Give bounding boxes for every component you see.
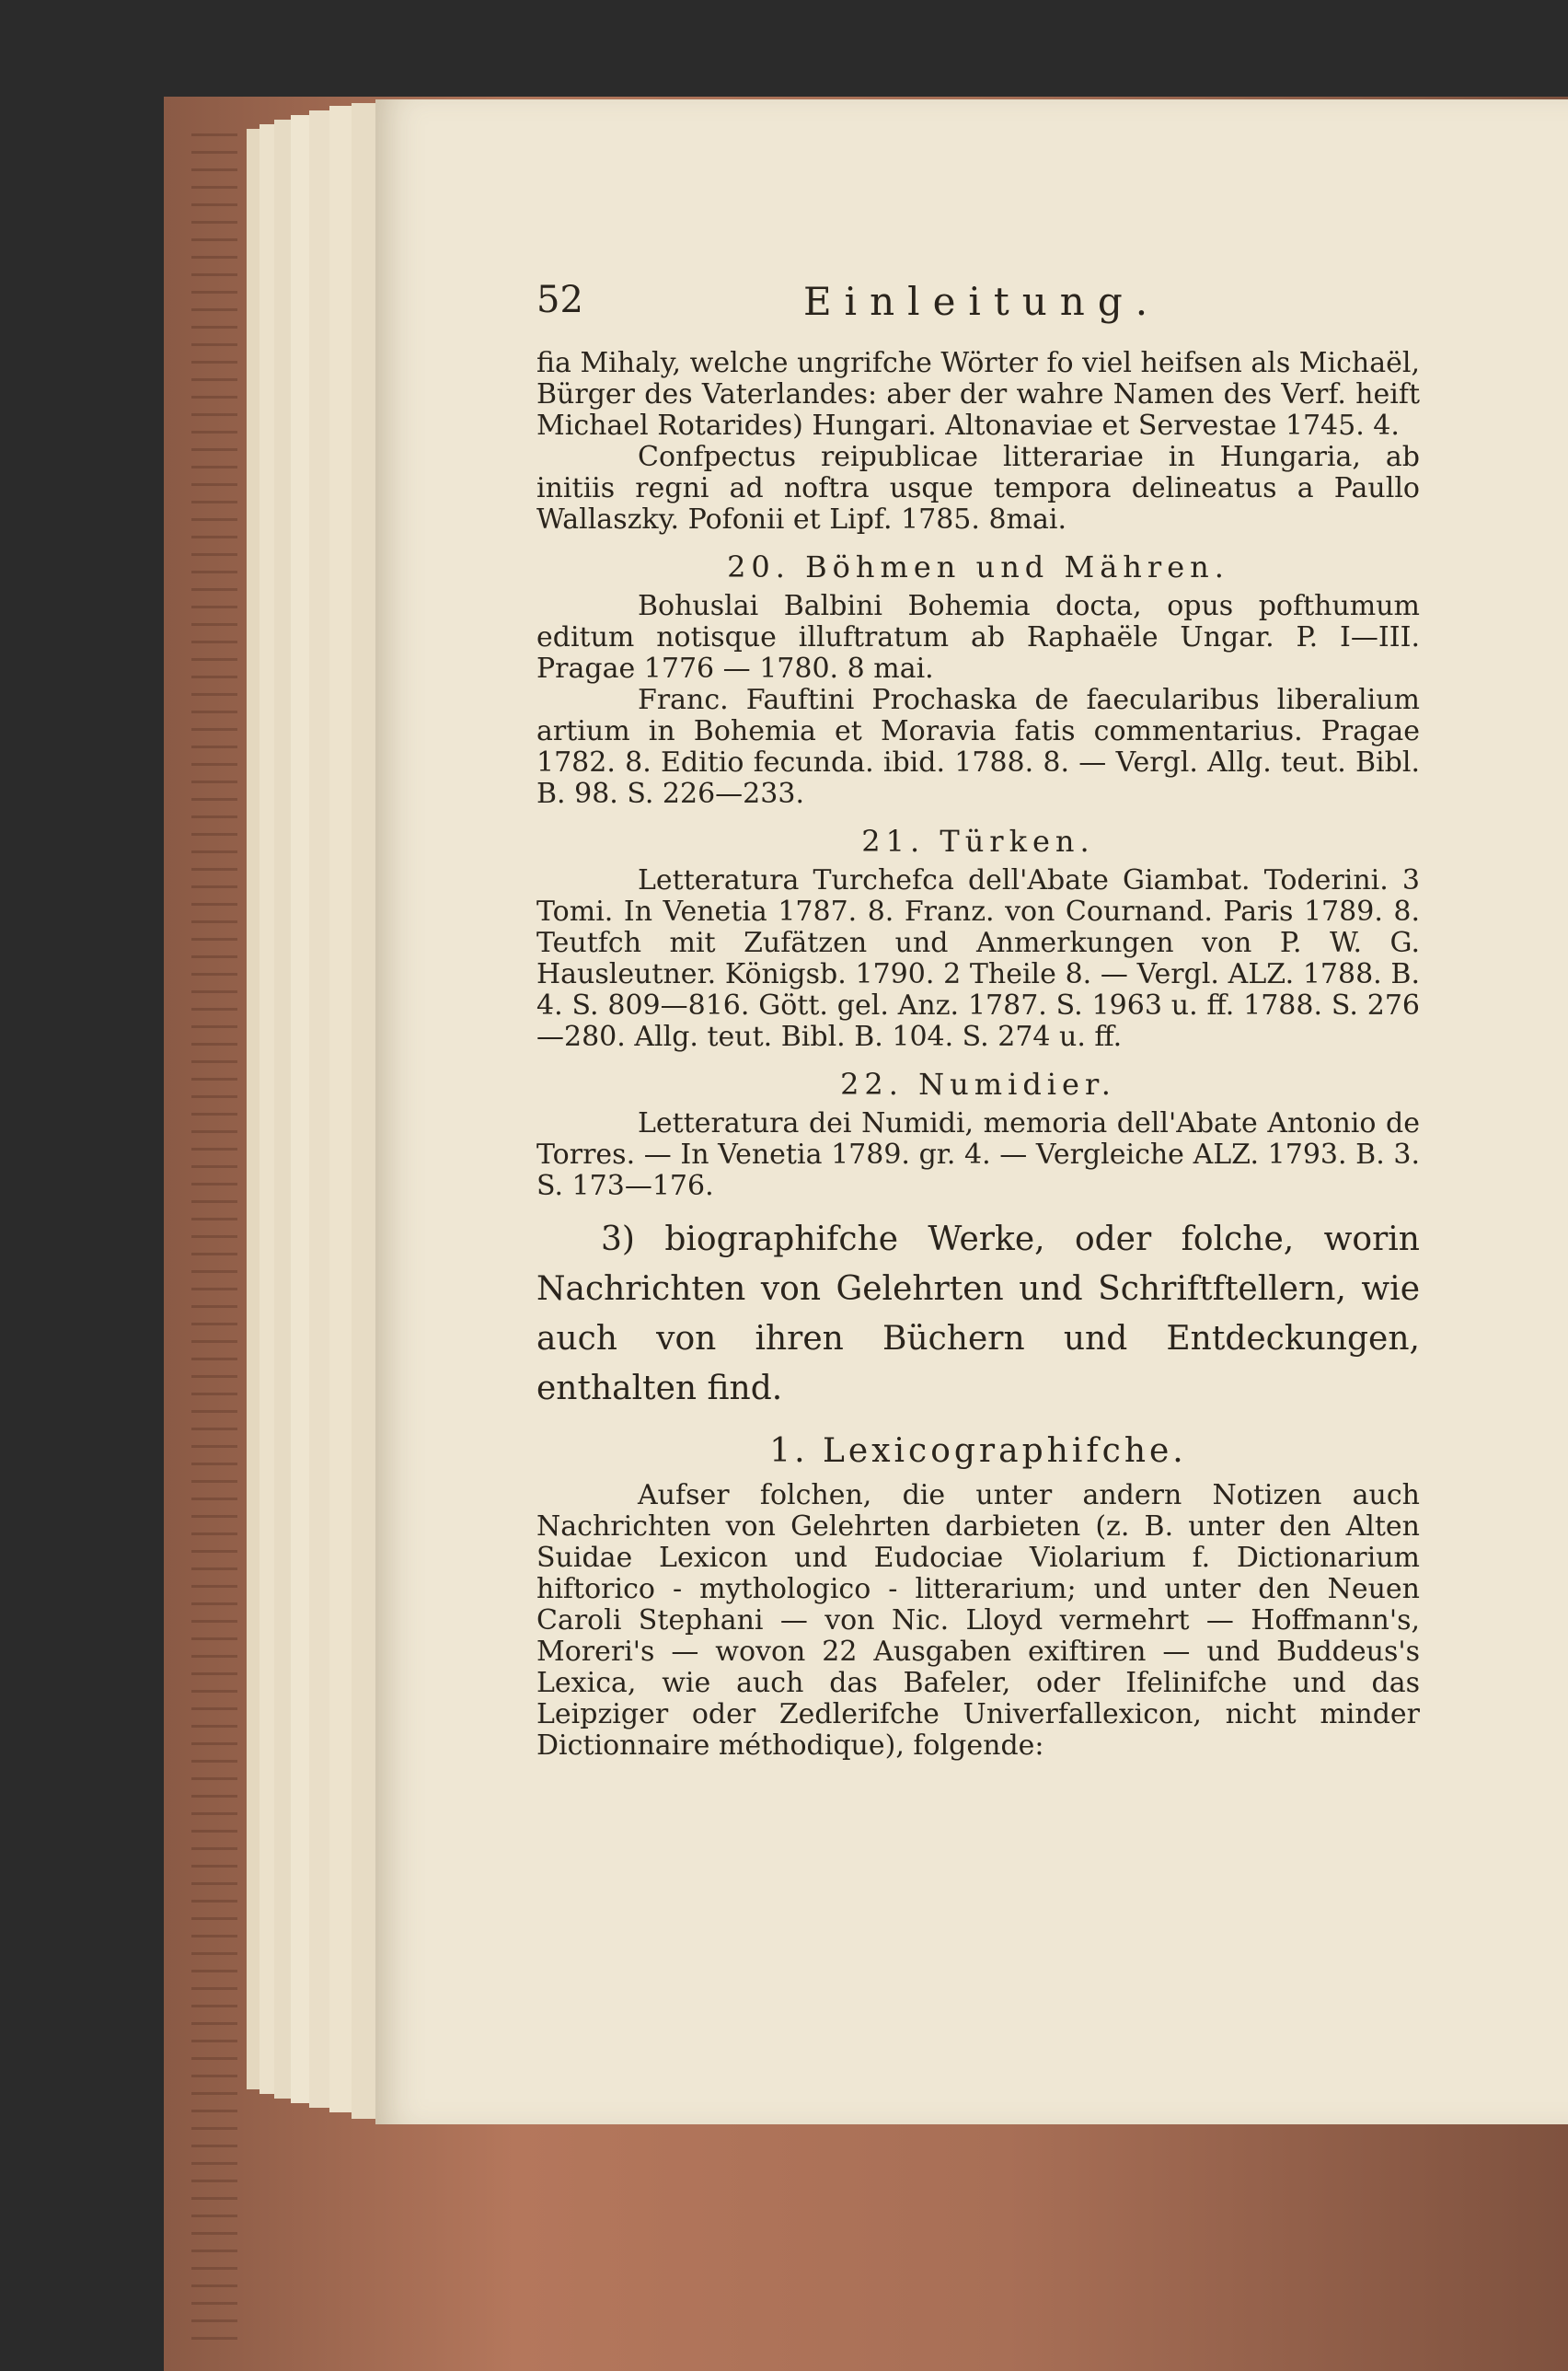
book-page xyxy=(375,99,1568,2124)
paragraph: Franc. Fauftini Prochaska de faecularibus liberalium artium in Bohemia et Moravia fatis commentarius. Pragae 1782. 8. Editio fecunda. ibid. 1788. 8. — Vergl. Allg. teut. Bibl. B. 98. S. 226—233. xyxy=(536,684,1420,810)
paragraph: Bohuslai Balbini Bohemia docta, opus pofthumum editum notisque illuftratum ab Raphaële Ungar. P. I—III. Pragae 1776 — 1780. 8 mai. xyxy=(536,590,1420,685)
paragraph: 3) biographifche Werke, oder folche, worin Nachrichten von Gelehrten und Schriftftellern, wie auch von ihren Büchern und Entdeckungen, enthalten find. xyxy=(536,1220,1420,1407)
section-heading: 22. Numidier. xyxy=(840,1067,1116,1102)
section-heading: 21. Türken. xyxy=(861,824,1095,859)
section-heading: 20. Böhmen und Mähren. xyxy=(727,549,1229,584)
page-edge xyxy=(329,106,352,2112)
section-heading: 1. Lexicographifche. xyxy=(769,1432,1187,1470)
page-edge xyxy=(291,115,310,2103)
page-body xyxy=(536,348,1420,1762)
page-edge xyxy=(259,124,275,2094)
page-edge xyxy=(247,129,260,2089)
page-edge xyxy=(274,120,292,2099)
page-edge xyxy=(309,110,330,2108)
paragraph: fia Mihaly, welche ungrifche Wörter fo viel heifsen als Michaël, Bürger des Vaterlandes: aber der wahre Namen des Verf. heift Michael Rotarides) Hungari. Altonaviae et Servestae 1745. 4. xyxy=(536,347,1420,442)
page-number: 52 xyxy=(536,279,583,321)
paragraph: Letteratura Turchefca dell'Abate Giambat. Toderini. 3 Tomi. In Venetia 1787. 8. Franz. von Cournand. Paris 1789. 8. Teutfch mit Zufätzen und Anmerkungen von P. W. G. Hausleutner. Königsb. 1790. 2 Theile 8. — Vergl. ALZ. 1788. B. 4. S. 809—816. Gött. gel. Anz. 1787. S. 1963 u. ff. 1788. S. 276—280. Allg. teut. Bibl. B. 104. S. 274 u. ff. xyxy=(536,864,1420,1053)
page-header xyxy=(536,279,1383,334)
paragraph: Aufser folchen, die unter andern Notizen auch Nachrichten von Gelehrten darbieten (z. B. unter den Alten Suidae Lexicon und Eudociae Violarium f. Dictionarium hiftorico - mythologico - litterarium; und unter den Neuen Caroli Stephani — von Nic. Lloyd vermehrt — Hoffmann's, Moreri's — wovon 22 Ausgaben exiftiren — und Buddeus's Lexica, wie auch das Bafeler, oder Ifelinifche und das Leipziger oder Zedlerifche Univerfallexicon, nicht minder Dictionnaire méthodique), folgende: xyxy=(536,1479,1420,1762)
paragraph: Confpectus reipublicae litterariae in Hungaria, ab initiis regni ad noftra usque tempora delineatus a Paullo Wallaszky. Pofonii et Lipf. 1785. 8mai. xyxy=(536,441,1420,536)
paragraph: Letteratura dei Numidi, memoria dell'Abate Antonio de Torres. — In Venetia 1789. gr. 4. — Vergleiche ALZ. 1793. B. 3. S. 173—176. xyxy=(536,1107,1420,1202)
page-edge xyxy=(352,103,376,2119)
running-title: Einleitung. xyxy=(803,279,1161,324)
